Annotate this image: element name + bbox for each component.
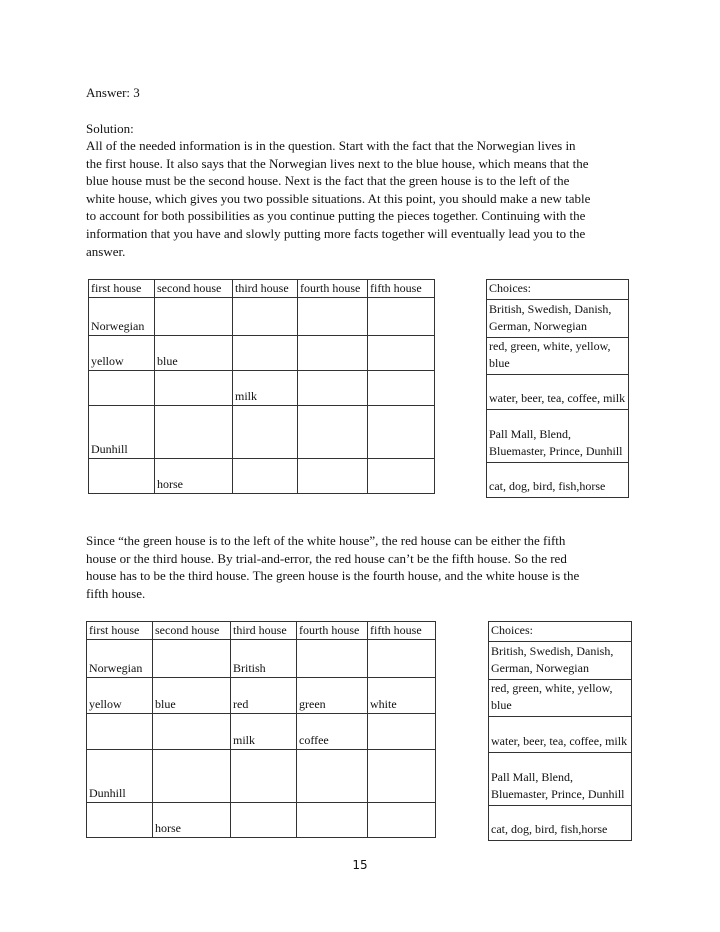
header-cell: third house xyxy=(231,622,297,640)
table-cell xyxy=(153,714,231,750)
table-cell xyxy=(297,803,368,838)
paragraph-line: answer. xyxy=(86,243,126,259)
table-cell: green xyxy=(297,678,368,714)
table-cell: coffee xyxy=(297,714,368,750)
table-cell xyxy=(233,336,298,371)
solution-heading: Solution: xyxy=(86,121,134,136)
table-header-row xyxy=(89,280,435,298)
table-cell xyxy=(155,298,233,336)
table-cell xyxy=(231,750,297,803)
header-cell: first house xyxy=(87,622,153,640)
paragraph-line: Since “the green house is to the left of the white house”, the red house can be either the fifth xyxy=(86,533,566,548)
table-cell xyxy=(231,803,297,838)
choices-cell: Pall Mall, Blend, Bluemaster, Prince, Dunhill xyxy=(487,409,629,462)
paragraph-line: fifth house. xyxy=(86,585,146,601)
table-row xyxy=(89,406,435,459)
table-cell: yellow xyxy=(89,336,155,371)
table-cell xyxy=(368,714,436,750)
table-cell: white xyxy=(368,678,436,714)
table-cell xyxy=(297,640,368,678)
table-cell: blue xyxy=(153,678,231,714)
table-cell xyxy=(233,298,298,336)
table-cell xyxy=(153,750,231,803)
choices-cell: British, Swedish, Danish, German, Norwegian xyxy=(489,641,632,679)
choices-cell: red, green, white, yellow, blue xyxy=(489,679,632,716)
table-cell xyxy=(89,459,155,494)
header-cell: fifth house xyxy=(368,622,436,640)
table-cell xyxy=(298,459,368,494)
paragraph-line: house or the third house. By trial-and-error, the red house can’t be the fifth house. So the red xyxy=(86,550,567,566)
choices-cell: British, Swedish, Danish, German, Norwegian xyxy=(487,299,629,337)
table-cell xyxy=(297,750,368,803)
table-cell xyxy=(298,298,368,336)
paragraph-line: house has to be the third house. The green house is the fourth house, and the white house is the xyxy=(86,568,580,584)
choices-cell: red, green, white, yellow, blue xyxy=(487,337,629,374)
table-cell xyxy=(155,406,233,459)
table-cell xyxy=(368,803,436,838)
choices-cell: water, beer, tea, coffee, milk xyxy=(487,374,629,409)
choices-cell: cat, dog, bird, fish,horse xyxy=(489,805,632,840)
paragraph-line: the first house. It also says that the Norwegian lives next to the blue house, which means that the xyxy=(86,155,589,171)
table-cell: milk xyxy=(233,371,298,406)
answer-line: Answer: 3 xyxy=(86,85,140,100)
choices-cell: cat, dog, bird, fish,horse xyxy=(487,462,629,497)
table-cell: British xyxy=(231,640,297,678)
table-row xyxy=(89,459,435,494)
choices-header: Choices: xyxy=(489,622,632,642)
table-cell xyxy=(368,459,435,494)
explanation-paragraph xyxy=(86,532,646,602)
choices-table-1 xyxy=(486,279,629,498)
table-cell xyxy=(87,714,153,750)
table-cell: red xyxy=(231,678,297,714)
table-row xyxy=(89,336,435,371)
header-cell: second house xyxy=(155,280,233,298)
choices-cell: Pall Mall, Blend, Bluemaster, Prince, Dunhill xyxy=(489,752,632,805)
page-number: 15 xyxy=(352,858,368,872)
table-cell: horse xyxy=(153,803,231,838)
choices-cell: water, beer, tea, coffee, milk xyxy=(489,716,632,752)
choices-table-2 xyxy=(488,621,632,841)
header-cell: fifth house xyxy=(368,280,435,298)
table-cell: Norwegian xyxy=(89,298,155,336)
paragraph-line: information that you have and slowly putting more facts together will eventually lead you to the xyxy=(86,225,586,241)
table-cell: Norwegian xyxy=(87,640,153,678)
header-cell: first house xyxy=(89,280,155,298)
table-cell: Dunhill xyxy=(87,750,153,803)
table-cell xyxy=(368,640,436,678)
house-grid-2 xyxy=(86,621,436,838)
header-cell: second house xyxy=(153,622,231,640)
table-cell xyxy=(233,406,298,459)
table-cell xyxy=(368,336,435,371)
paragraph-line: All of the needed information is in the question. Start with the fact that the Norwegian lives in xyxy=(86,138,576,153)
table-row xyxy=(89,371,435,406)
table-cell xyxy=(368,406,435,459)
table-row xyxy=(87,750,436,803)
table-cell xyxy=(153,640,231,678)
table-cell: Dunhill xyxy=(89,406,155,459)
house-grid-1 xyxy=(88,279,435,494)
paragraph-line: blue house must be the second house. Next is the fact that the green house is to the left of the xyxy=(86,173,570,189)
table-cell: yellow xyxy=(87,678,153,714)
table-cell xyxy=(298,371,368,406)
table-cell: milk xyxy=(231,714,297,750)
header-cell: fourth house xyxy=(298,280,368,298)
table-cell xyxy=(89,371,155,406)
table-cell xyxy=(368,298,435,336)
choices-header: Choices: xyxy=(487,280,629,300)
table-cell xyxy=(298,336,368,371)
table-header-row xyxy=(87,622,436,640)
table-cell xyxy=(87,803,153,838)
table-cell xyxy=(155,371,233,406)
table-row xyxy=(87,803,436,838)
table-row xyxy=(87,678,436,714)
table-cell xyxy=(368,750,436,803)
header-cell: third house xyxy=(233,280,298,298)
table-row xyxy=(87,714,436,750)
solution-paragraph xyxy=(86,137,646,260)
paragraph-line: to account for both possibilities as you continue putting the pieces together. Continuing with the xyxy=(86,208,586,224)
table-row xyxy=(89,298,435,336)
table-cell: horse xyxy=(155,459,233,494)
table-cell xyxy=(298,406,368,459)
table-cell xyxy=(368,371,435,406)
table-cell: blue xyxy=(155,336,233,371)
table-row xyxy=(87,640,436,678)
paragraph-line: white house, which gives you two possible situations. At this point, you should make a new table xyxy=(86,190,591,206)
header-cell: fourth house xyxy=(297,622,368,640)
table-cell xyxy=(233,459,298,494)
